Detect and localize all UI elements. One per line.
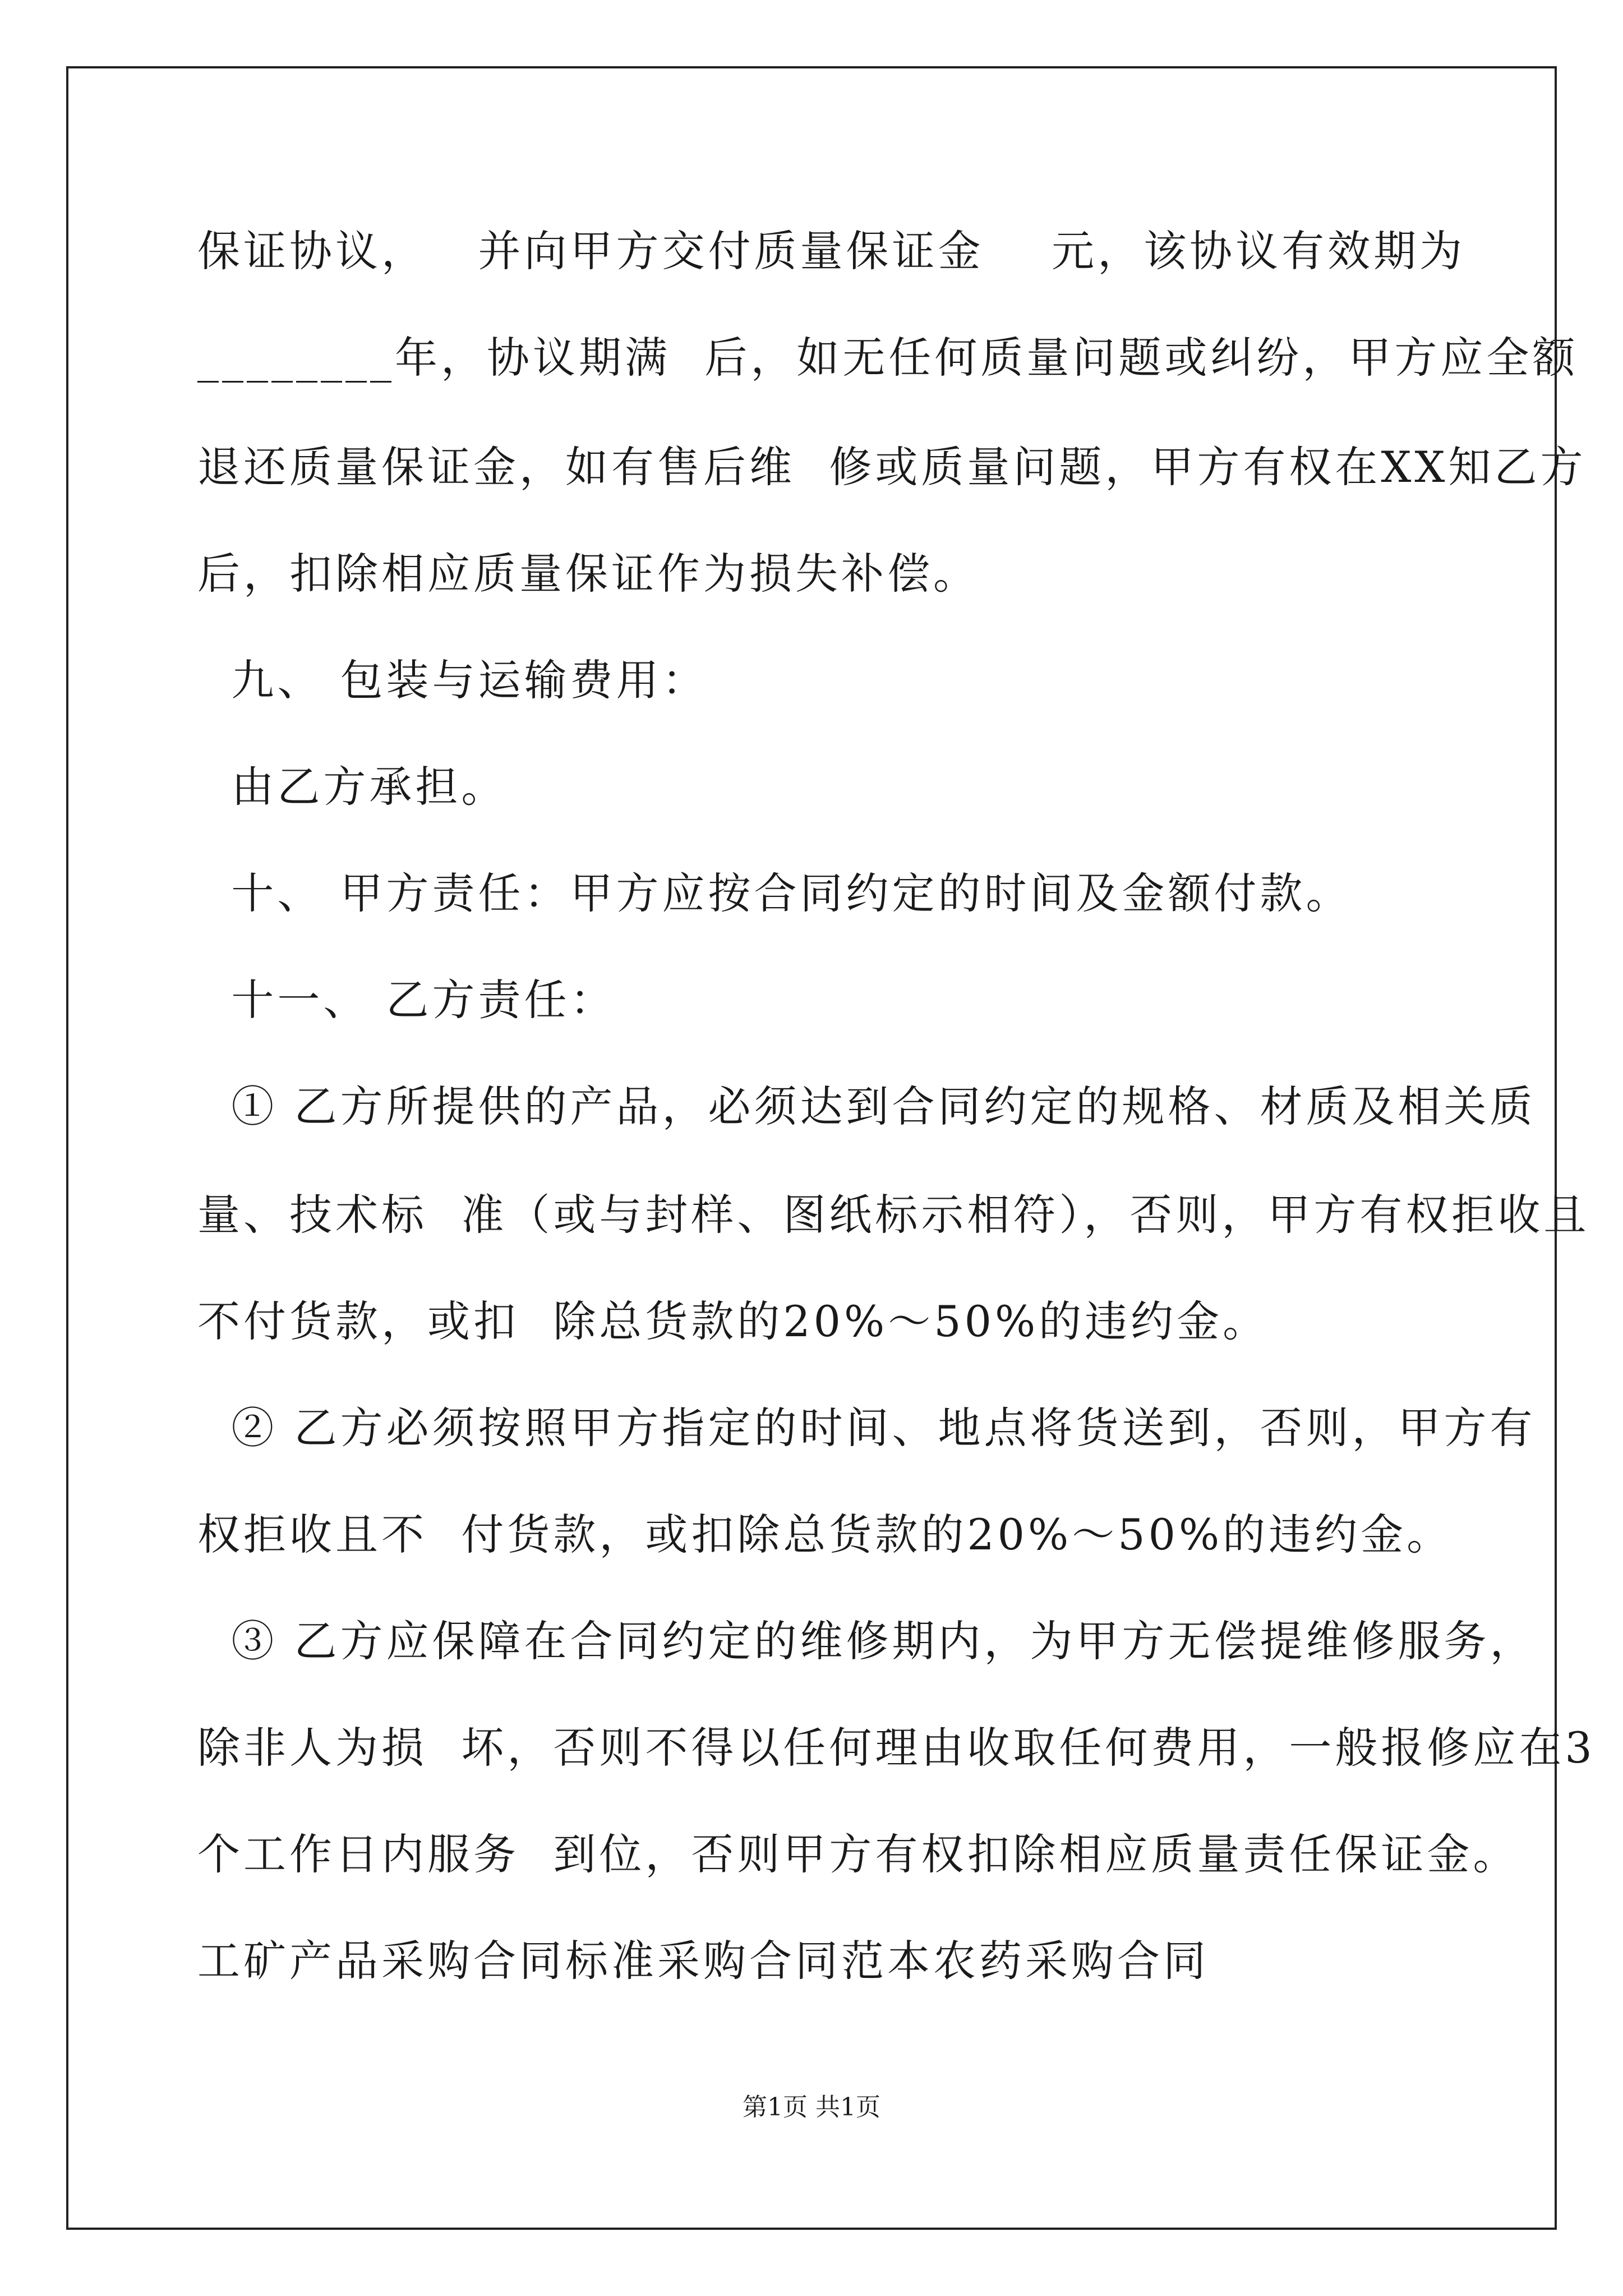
text-line: ② 乙方必须按照甲方指定的时间、地点将货送到，否则，甲方有 <box>197 1403 1536 1453</box>
section-heading: 十一、 乙方责任： <box>197 975 616 1025</box>
text-line: 保证协议， 并向甲方交付质量保证金 元，该协议有效期为 <box>197 226 1466 276</box>
page-border <box>66 66 1557 2230</box>
text-line: ③ 乙方应保障在合同约定的维修期内，为甲方无偿提维修服务， <box>197 1616 1536 1666</box>
section-heading: 十、 甲方责任：甲方应按合同约定的时间及金额付款。 <box>197 868 1352 918</box>
text-line: 除非人为损 坏，否则不得以任何理由收取任何费用，一般报修应在3 <box>197 1723 1596 1773</box>
text-line: 由乙方承担。 <box>197 762 508 812</box>
text-line: 工矿产品采购合同标准采购合同范本农药采购合同 <box>197 1936 1209 1986</box>
text-line: ① 乙方所提供的产品，必须达到合同约定的规格、材质及相关质 <box>197 1082 1536 1131</box>
text-line: 退还质量保证金，如有售后维 修或质量问题，甲方有权在XX知乙方 <box>197 442 1587 492</box>
text-line: 不付货款，或扣 除总货款的20%～50%的违约金。 <box>197 1296 1269 1346</box>
text-line: 后，扣除相应质量保证作为损失补偿。 <box>197 549 979 599</box>
text-line: ________年，协议期满 后，如无任何质量问题或纠纷，甲方应全额 <box>197 333 1579 383</box>
section-heading: 九、 包装与运输费用： <box>197 655 708 705</box>
text-line: 个工作日内服务 到位，否则甲方有权扣除相应质量责任保证金。 <box>197 1829 1519 1879</box>
text-line: 量、技术标 准（或与封样、图纸标示相符），否则，甲方有权拒收且 <box>197 1190 1590 1240</box>
text-line: 权拒收且不 付货款，或扣除总货款的20%～50%的违约金。 <box>197 1510 1453 1559</box>
page-footer: 第1页 共1页 <box>743 2093 880 2122</box>
